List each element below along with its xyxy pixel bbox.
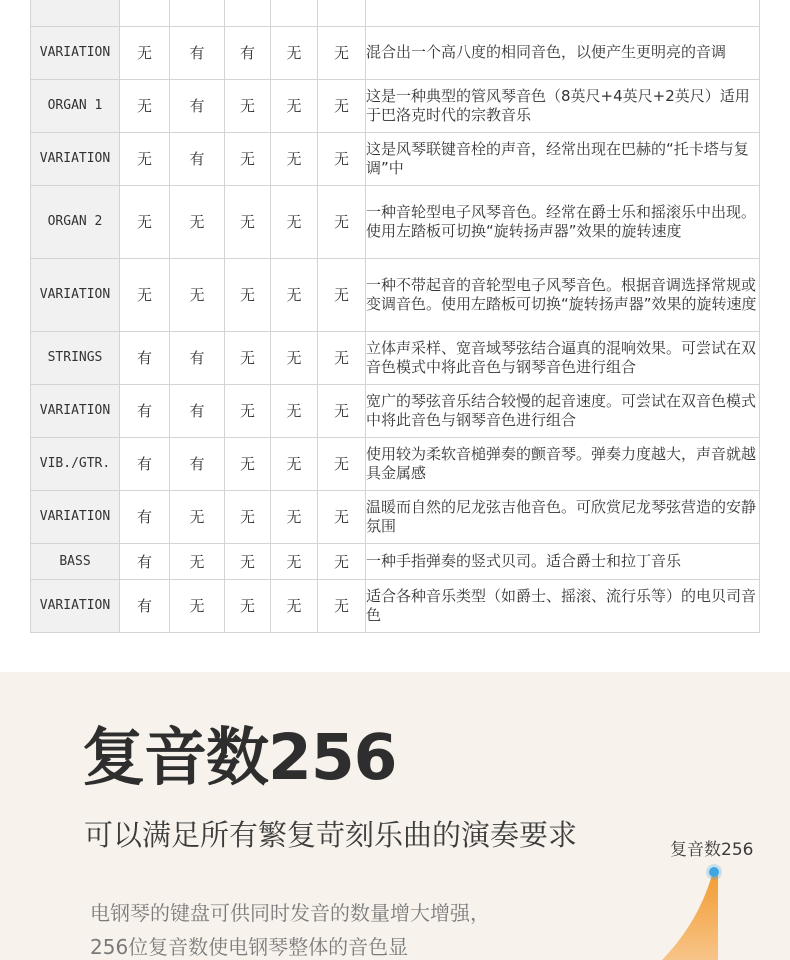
feature-cell: 有: [225, 26, 271, 79]
voice-description-cell: [366, 0, 760, 26]
feature-cell: [225, 0, 271, 26]
table-row: [31, 185, 760, 258]
feature-cell: 有: [170, 437, 225, 490]
feature-cell: 无: [170, 185, 225, 258]
table-row: [31, 437, 760, 490]
feature-cell: 无: [271, 258, 318, 331]
feature-cell: 无: [225, 331, 271, 384]
feature-cell: 无: [271, 331, 318, 384]
voice-description-cell: 混合出一个高八度的相同音色，以便产生更明亮的音调: [366, 26, 760, 79]
feature-cell: 无: [120, 258, 170, 331]
feature-cell: 有: [120, 384, 170, 437]
feature-cell: 无: [318, 79, 366, 132]
voice-description-cell: 一种音轮型电子风琴音色。经常在爵士乐和摇滚乐中出现。使用左踏板可切换“旋转扬声器”效果的旋转速度: [366, 185, 760, 258]
feature-cell: 有: [120, 543, 170, 579]
feature-cell: [318, 0, 366, 26]
table-row: [31, 579, 760, 632]
feature-cell: 无: [120, 132, 170, 185]
table-row: [31, 258, 760, 331]
feature-cell: 无: [271, 132, 318, 185]
feature-cell: 无: [271, 79, 318, 132]
polyphony-section: [0, 672, 790, 960]
feature-cell: 无: [120, 26, 170, 79]
feature-cell: 有: [170, 384, 225, 437]
voice-name-cell: VARIATION: [31, 384, 120, 437]
feature-cell: 无: [120, 79, 170, 132]
voice-name-cell: VARIATION: [31, 579, 120, 632]
feature-cell: 无: [225, 79, 271, 132]
table-row: [31, 0, 760, 26]
feature-cell: 无: [170, 543, 225, 579]
voice-table-body: [31, 0, 760, 632]
feature-cell: 无: [225, 437, 271, 490]
feature-cell: 无: [170, 258, 225, 331]
feature-cell: 无: [318, 437, 366, 490]
feature-cell: 无: [318, 258, 366, 331]
feature-cell: 无: [271, 490, 318, 543]
table-row: [31, 384, 760, 437]
feature-cell: 有: [170, 331, 225, 384]
voice-name-cell: VARIATION: [31, 258, 120, 331]
feature-cell: 无: [318, 331, 366, 384]
feature-cell: 无: [170, 579, 225, 632]
table-row: [31, 79, 760, 132]
voice-description-cell: 这是风琴联键音栓的声音，经常出现在巴赫的“托卡塔与复调”中: [366, 132, 760, 185]
voice-description-cell: 一种不带起音的音轮型电子风琴音色。根据音调选择常规或变调音色。使用左踏板可切换“旋转扬声器”效果的旋转速度: [366, 258, 760, 331]
feature-cell: 有: [120, 331, 170, 384]
voice-table: [30, 0, 760, 633]
voice-name-cell: VARIATION: [31, 132, 120, 185]
feature-cell: 有: [120, 579, 170, 632]
feature-cell: 有: [170, 26, 225, 79]
feature-cell: 无: [318, 579, 366, 632]
feature-cell: 无: [271, 543, 318, 579]
feature-cell: 无: [271, 384, 318, 437]
polyphony-chart-label: 复音数256: [670, 840, 754, 860]
feature-cell: 无: [225, 490, 271, 543]
description-line-2: 256位复音数使电钢琴整体的音色显: [90, 935, 409, 959]
voice-description-cell: 使用较为柔软音槌弹奏的颤音琴。弹奏力度越大，声音就越具金属感: [366, 437, 760, 490]
feature-cell: 无: [318, 490, 366, 543]
table-row: [31, 26, 760, 79]
feature-cell: 无: [170, 490, 225, 543]
polyphony-headline: 复音数256: [82, 721, 397, 794]
feature-cell: 无: [318, 543, 366, 579]
table-row: [31, 132, 760, 185]
voice-description-cell: 温暖而自然的尼龙弦吉他音色。可欣赏尼龙琴弦营造的安静氛围: [366, 490, 760, 543]
rise-curve-shape: [660, 868, 718, 960]
voice-name-cell: VARIATION: [31, 26, 120, 79]
polyphony-subhead: 可以满足所有繁复苛刻乐曲的演奏要求: [84, 818, 578, 852]
feature-cell: 有: [120, 437, 170, 490]
feature-cell: 无: [225, 384, 271, 437]
feature-cell: 有: [170, 132, 225, 185]
voice-description-cell: 这是一种典型的管风琴音色（8英尺+4英尺+2英尺）适用于巴洛克时代的宗教音乐: [366, 79, 760, 132]
feature-cell: 无: [225, 543, 271, 579]
voice-name-cell: [31, 0, 120, 26]
voice-description-cell: 一种手指弹奏的竖式贝司。适合爵士和拉丁音乐: [366, 543, 760, 579]
feature-cell: 无: [271, 185, 318, 258]
feature-cell: 无: [318, 185, 366, 258]
table-row: [31, 490, 760, 543]
table-row: [31, 543, 760, 579]
voice-description-cell: 宽广的琴弦音乐结合较慢的起音速度。可尝试在双音色模式中将此音色与钢琴音色进行组合: [366, 384, 760, 437]
feature-cell: 有: [170, 79, 225, 132]
description-line-1: 电钢琴的键盘可供同时发音的数量增大增强，: [90, 901, 490, 925]
feature-cell: 无: [225, 185, 271, 258]
feature-cell: [271, 0, 318, 26]
feature-cell: [170, 0, 225, 26]
peak-dot: [709, 867, 719, 877]
feature-cell: 无: [318, 132, 366, 185]
feature-cell: 无: [271, 26, 318, 79]
voice-name-cell: VARIATION: [31, 490, 120, 543]
voice-name-cell: ORGAN 2: [31, 185, 120, 258]
polyphony-graphic: [630, 852, 730, 960]
feature-cell: [120, 0, 170, 26]
feature-cell: 无: [318, 26, 366, 79]
feature-cell: 无: [120, 185, 170, 258]
feature-cell: 无: [225, 579, 271, 632]
voice-name-cell: ORGAN 1: [31, 79, 120, 132]
feature-cell: 无: [318, 384, 366, 437]
polyphony-description: [90, 896, 570, 960]
voice-description-cell: 适合各种音乐类型（如爵士、摇滚、流行乐等）的电贝司音色: [366, 579, 760, 632]
feature-cell: 无: [225, 258, 271, 331]
feature-cell: 无: [225, 132, 271, 185]
feature-cell: 无: [271, 579, 318, 632]
voice-name-cell: VIB./GTR.: [31, 437, 120, 490]
voice-description-cell: 立体声采样、宽音域琴弦结合逼真的混响效果。可尝试在双音色模式中将此音色与钢琴音色进行组合: [366, 331, 760, 384]
voice-name-cell: BASS: [31, 543, 120, 579]
feature-cell: 有: [120, 490, 170, 543]
table-row: [31, 331, 760, 384]
voice-name-cell: STRINGS: [31, 331, 120, 384]
feature-cell: 无: [271, 437, 318, 490]
